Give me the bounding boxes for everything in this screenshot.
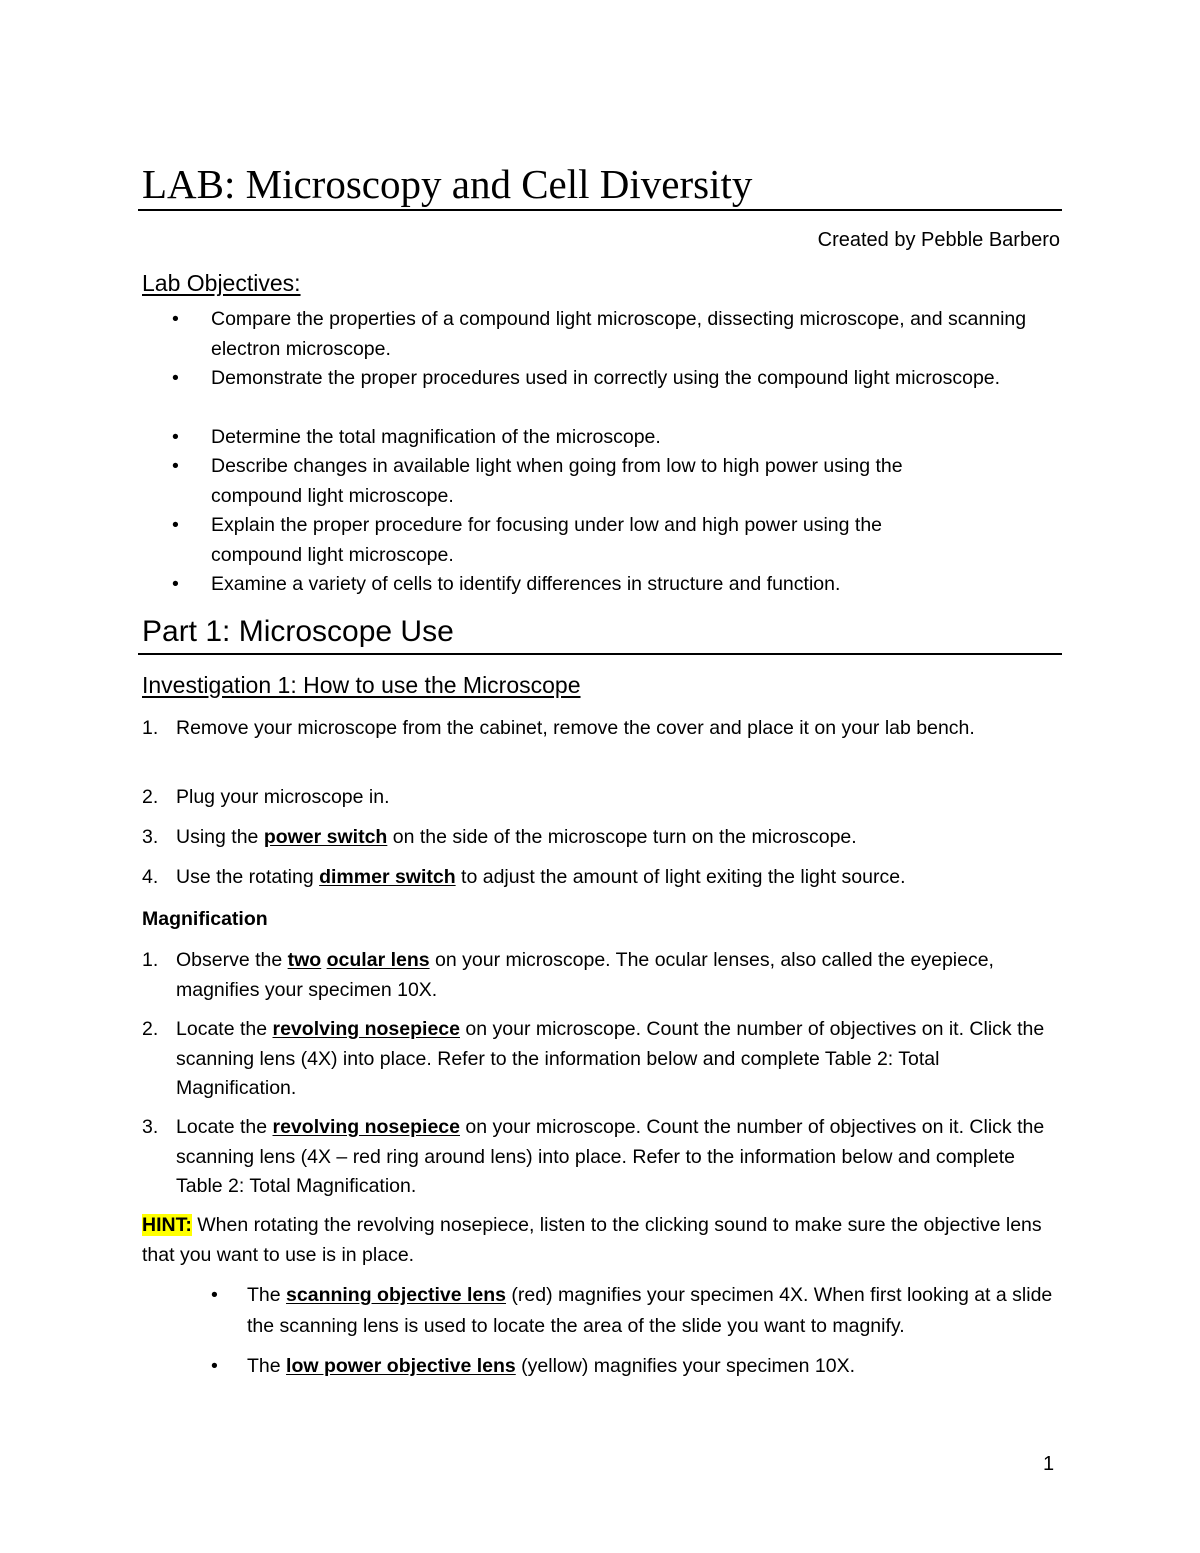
bullet-icon: •: [172, 573, 179, 595]
term-revolving-nosepiece: revolving nosepiece: [272, 1018, 460, 1040]
investigation-heading: Investigation 1: How to use the Microscope: [142, 672, 581, 698]
magnification-heading: Magnification: [142, 908, 268, 930]
bullet-icon: •: [172, 367, 179, 389]
term-revolving-nosepiece: revolving nosepiece: [272, 1116, 460, 1138]
term-dimmer-switch: dimmer switch: [319, 866, 456, 888]
hint-paragraph: HINT: When rotating the revolving nosepiece, listen to the clicking sound to make sure the objective lens that you want to use is in place.: [142, 1214, 1042, 1266]
term-low-power-objective-lens: low power objective lens: [286, 1355, 516, 1377]
bullet-icon: •: [172, 308, 179, 330]
bullet-icon: •: [172, 426, 179, 448]
objectives-heading: Lab Objectives:: [142, 270, 301, 296]
bullet-icon: •: [211, 1284, 218, 1306]
part-heading: Part 1: Microscope Use: [142, 615, 454, 648]
part-rule: [138, 653, 1062, 655]
page-number: 1: [1043, 1453, 1055, 1475]
bullet-icon: •: [172, 455, 179, 477]
bullet-icon: •: [172, 514, 179, 536]
term-scanning-objective-lens: scanning objective lens: [286, 1284, 507, 1306]
hint-label: HINT:: [142, 1214, 192, 1236]
bullet-icon: •: [211, 1355, 218, 1377]
term-two: two: [287, 949, 322, 971]
term-power-switch: power switch: [263, 826, 388, 848]
document-title: LAB: Microscopy and Cell Diversity: [142, 161, 753, 207]
term-ocular-lens: ocular lens: [326, 949, 430, 971]
author-line: Created by Pebble Barbero: [817, 229, 1060, 251]
title-rule: [138, 209, 1062, 211]
